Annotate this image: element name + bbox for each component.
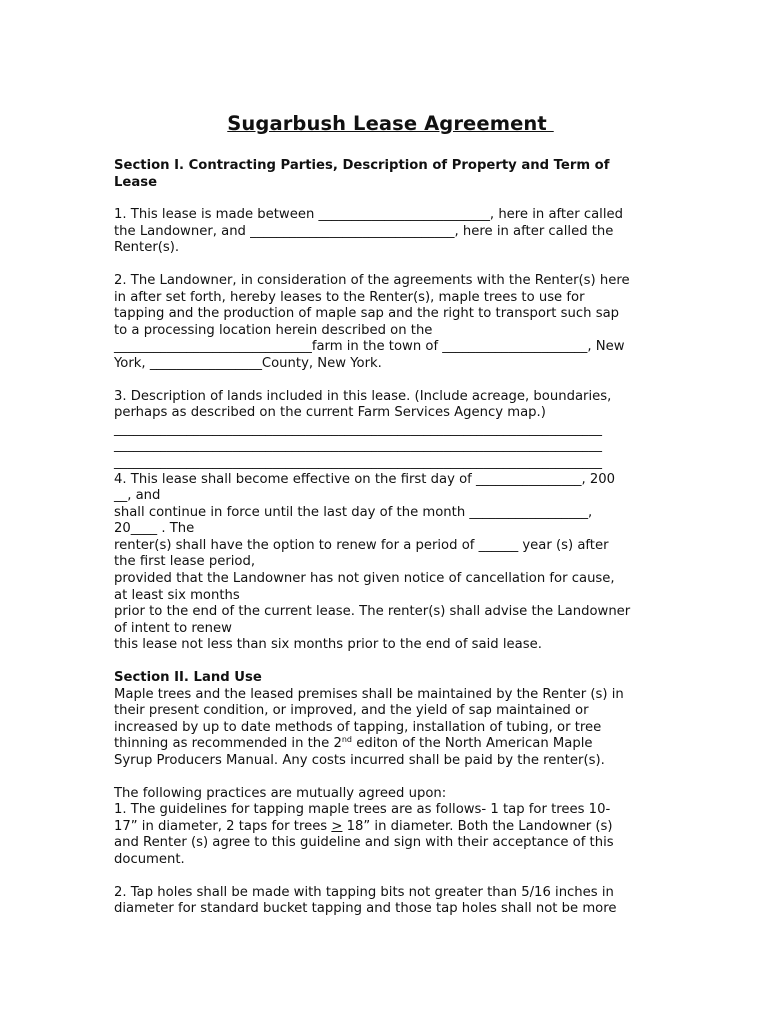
paragraph-line: 3. Description of lands included in this lease. (Include acreage, boundaries, [114,388,612,404]
paragraph-line: at least six months [114,587,240,603]
line-text: thinning as recommended in the 2 [114,736,342,752]
spacer [114,191,659,207]
paragraph-land-description [114,389,659,472]
paragraph-line: 20____ . The [114,521,195,537]
line-text: 18” in diameter. Both the Landowner (s) [342,818,613,834]
paragraph-line: and Renter (s) agree to this guideline and sign with their acceptance of this [114,835,614,851]
paragraph-line: of intent to renew [114,620,232,636]
paragraph-line [114,736,659,753]
paragraph-line: 2. The Landowner, in consideration of the agreements with the Renter(s) here [114,272,630,288]
blank-fill-line: __________________________________________________________________________ [114,438,602,454]
paragraph-line: York, _________________County, New York. [114,355,382,371]
document-title: Sugarbush Lease Agreement [227,112,554,135]
practice-item-tapping-guidelines [114,802,659,868]
ordinal-superscript: nd [341,735,353,745]
paragraph-line [114,819,659,836]
paragraph-line: to a processing location herein described on the [114,322,433,338]
blank-fill-line: __________________________________________________________________________ [114,454,602,470]
section-1-heading-line: Lease [114,174,158,190]
section-1-heading-line: Section I. Contracting Parties, Description of Property and Term of [114,158,610,173]
paragraph-line: in after set forth, hereby leases to the Renter(s), maple trees to use for [114,289,585,305]
paragraph-lease-term [114,472,659,655]
paragraph-line: their present condition, or improved, and the yield of sap maintained or [114,703,589,719]
paragraph-line: tapping and the production of maple sap and the right to transport such sap [114,306,620,322]
paragraph-line: increased by up to date methods of tapping, installation of tubing, or tree [114,719,602,735]
paragraph-line: 2. Tap holes shall be made with tapping bits not greater than 5/16 inches in [114,884,614,900]
paragraph-line: shall continue in force until the last day of the month __________________, [114,504,593,520]
paragraph-line: ______________________________farm in the town of ______________________, New [114,339,625,355]
blank-fill-line: __________________________________________________________________________ [114,421,602,437]
paragraph-line: Syrup Producers Manual. Any costs incurred shall be paid by the renter(s). [114,753,605,768]
spacer [114,654,659,670]
paragraph-line: document. [114,851,185,867]
line-text: 17” in diameter, 2 taps for trees [114,818,332,834]
paragraph-line: renter(s) shall have the option to renew for a period of ______ year (s) after [114,537,609,553]
document-body [114,158,659,918]
paragraph-line: the Landowner, and _______________________________, here in after called the [114,223,614,239]
line-text: editon of the North American Maple [352,736,593,752]
paragraph-line: provided that the Landowner has not given notice of cancellation for cause, [114,571,615,587]
greater-or-equal-symbol: > [331,818,343,834]
practices-intro: The following practices are mutually agreed upon: [114,785,447,801]
paragraph-property-grant [114,273,659,373]
spacer [114,257,659,273]
paragraph-line: the first lease period, [114,554,256,570]
paragraph-line: prior to the end of the current lease. The renter(s) shall advise the Landowner [114,604,631,620]
paragraph-contracting-parties [114,207,659,257]
paragraph-line: __, and [114,488,161,504]
spacer [114,869,659,885]
paragraph-line: Maple trees and the leased premises shall be maintained by the Renter (s) in [114,686,624,702]
practice-item-tap-holes [114,885,659,918]
paragraph-line: 4. This lease shall become effective on the first day of ________________, 200 [114,471,616,487]
paragraph-line: perhaps as described on the current Farm Services Agency map.) [114,405,546,421]
paragraph-line: Renter(s). [114,240,180,256]
paragraph-land-use [114,687,659,770]
section-2-heading: Section II. Land Use [114,670,262,686]
section-1-heading [114,158,659,191]
spacer [114,770,659,786]
paragraph-line: 1. This lease is made between __________________________, here in after called [114,207,623,223]
paragraph-line: diameter for standard bucket tapping and those tap holes shall not be more [114,901,617,917]
paragraph-line: 1. The guidelines for tapping maple trees are as follows- 1 tap for trees 10- [114,802,611,818]
spacer [114,373,659,389]
paragraph-line: this lease not less than six months prior to the end of said lease. [114,637,542,653]
